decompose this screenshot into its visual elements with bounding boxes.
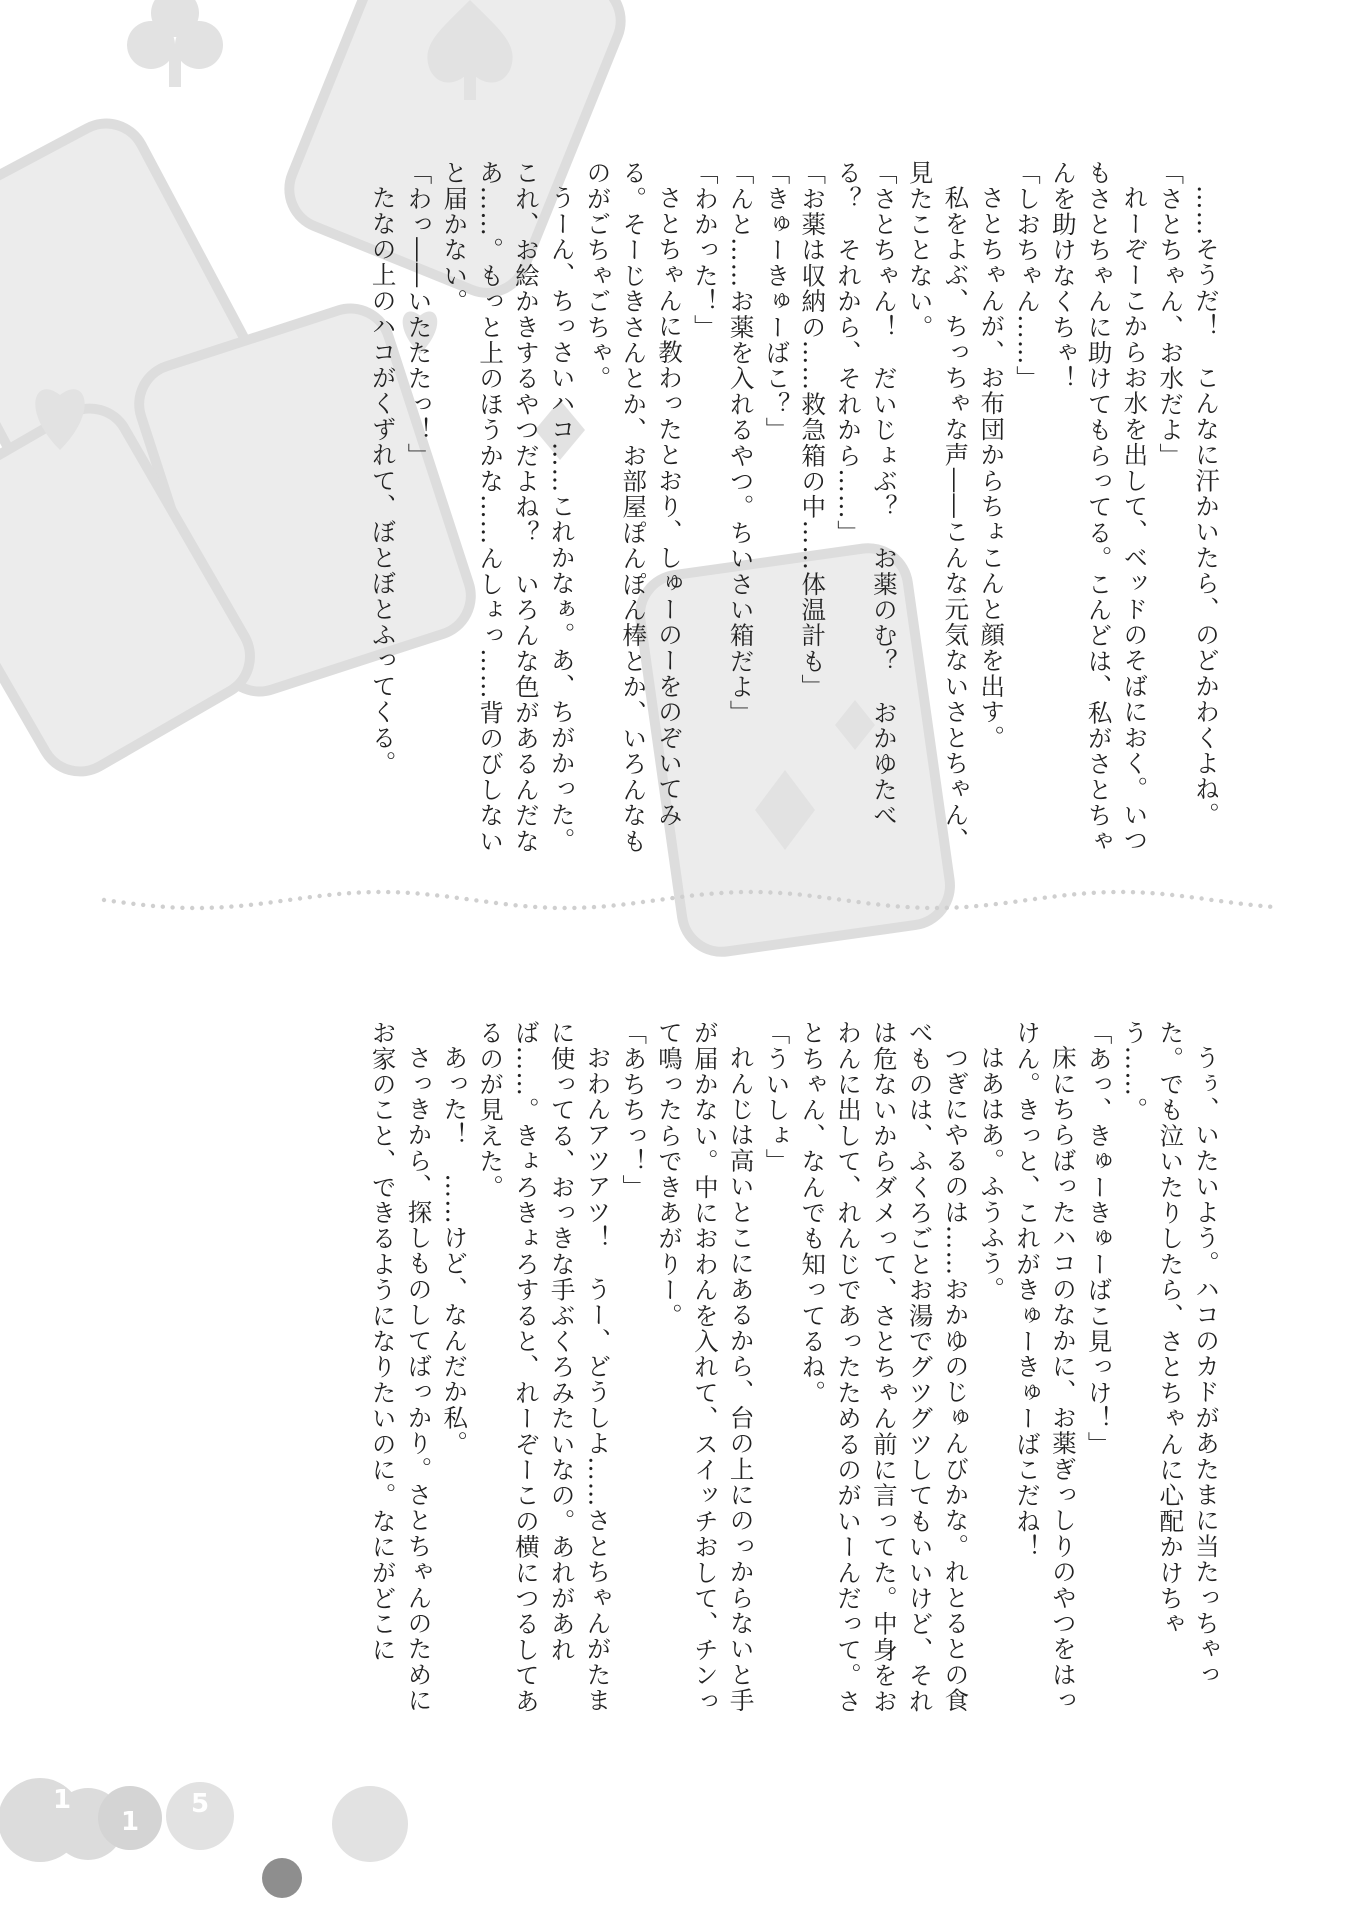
divider-dot: [396, 890, 400, 894]
divider-dot: [1013, 900, 1017, 904]
divider-dot: [896, 904, 900, 908]
divider-dot: [229, 904, 233, 908]
divider-dot: [121, 900, 125, 904]
divider-dot: [592, 905, 596, 909]
divider-dot: [709, 892, 713, 896]
club-icon: [127, 0, 223, 87]
divider-dot: [366, 890, 370, 894]
paragraph: れんじは高いとこにあるから、台の上にのっからないと手が届かない。中におわんを入れて、スイッチおして、チンって鳴ったらできあがりー。: [655, 1020, 756, 1714]
divider-dot: [572, 906, 576, 910]
divider-dot: [494, 901, 498, 905]
divider-dot: [925, 906, 929, 910]
paragraph: たなの上のハコがくずれて、ぼとぼとふってくる。: [368, 184, 398, 776]
divider-dot: [1268, 905, 1272, 909]
page-bubble: [262, 1858, 302, 1898]
divider-dot: [994, 902, 998, 906]
divider-dot: [670, 896, 674, 900]
paragraph: ……そうだ！ こんなに汗かいたら、のどかわくよね。: [1192, 184, 1221, 827]
paragraph: 床にちらばったハコのなかに、お薬ぎっしりのやつをはっけん。きっと、これがきゅーきゅーばこだね！: [1013, 1020, 1078, 1713]
divider-dot: [386, 890, 390, 894]
divider-dot: [484, 900, 488, 904]
divider-dot: [543, 905, 547, 909]
paragraph: さとちゃんに教わったとおり、しゅーのーをのぞいてみる。そーじきさんとか、お部屋ぽんぽん棒とか、いろんなものがごちゃごちゃ。: [583, 160, 685, 854]
divider-dot: [837, 897, 841, 901]
divider-dot: [1141, 890, 1145, 894]
divider-dot: [817, 895, 821, 899]
divider-dot: [190, 906, 194, 910]
divider-dot: [1052, 894, 1056, 898]
divider-dot: [680, 895, 684, 899]
divider-dot: [1062, 893, 1066, 897]
divider-dot: [180, 906, 184, 910]
divider-dot: [445, 894, 449, 898]
divider-dot: [798, 892, 802, 896]
dialogue-line: 「んと……お薬を入れるやつ。ちいさい箱だよ」: [726, 160, 756, 726]
divider-dot: [1003, 901, 1007, 905]
divider-dot: [876, 902, 880, 906]
dialogue-line: 「お薬は収納の……救急箱の中……体温計も」: [798, 160, 828, 700]
divider-dot: [602, 904, 606, 908]
divider-dot: [856, 900, 860, 904]
divider-dot: [523, 904, 527, 908]
paragraph: さっきから、探しものしてばっかり。さとちゃんのためにお家のこと、できるようになりたいのに。なにがどこに: [368, 1020, 434, 1713]
divider-dot: [807, 894, 811, 898]
paragraph: はあはあ。ふうふう。: [977, 1044, 1007, 1302]
divider-dot: [886, 903, 890, 907]
divider-dot: [935, 906, 939, 910]
divider-dot: [729, 890, 733, 894]
dialogue-line: 「あっ、きゅーきゅーばこ見っけ！」: [1084, 1020, 1114, 1457]
divider-dot: [259, 902, 263, 906]
divider-dot: [1219, 899, 1223, 903]
divider-dot: [131, 902, 135, 906]
divider-dot: [239, 904, 243, 908]
divider-dot: [827, 896, 831, 900]
paragraph: 私をよぶ、ちっちゃな声――こんな元気ないさとちゃん、見たことない。: [905, 160, 971, 853]
divider-dot: [455, 896, 459, 900]
paragraph: うーん、ちっさいハコ……これかなぁ。あ、ちがかった。これ、お絵かきするやつだよね？ いろんな色があるんだなあ……。もっと上のほうかな……んしょっ……背のびしないと届かない。: [440, 160, 577, 854]
divider-dot: [102, 898, 106, 902]
divider-dot: [641, 900, 645, 904]
divider-dot: [161, 905, 165, 909]
paragraph: あった！ ……けど、なんだか私。: [440, 1044, 470, 1456]
divider-dot: [513, 903, 517, 907]
divider-dot: [1092, 891, 1096, 895]
divider-dot: [1229, 900, 1233, 904]
divider-dot: [141, 903, 145, 907]
divider-dot: [1190, 895, 1194, 899]
divider-dot: [268, 900, 272, 904]
divider-dot: [200, 906, 204, 910]
paragraph: おわんアツアツ！ うー、どうしよ……さとちゃんがたまに使ってる、おっきな手ぶくろみたいなの。あれがあれば……。きょろきょろすると、れーぞーこの横につるしてあるのが見えた。: [476, 1020, 613, 1714]
divider-dot: [562, 906, 566, 910]
divider-dot: [298, 896, 302, 900]
divider-dot: [1199, 896, 1203, 900]
divider-dot: [337, 892, 341, 896]
divider-dot: [151, 904, 155, 908]
divider-dot: [984, 903, 988, 907]
divider-dot: [406, 891, 410, 895]
divider-dot: [690, 893, 694, 897]
divider-dot: [533, 905, 537, 909]
divider-dot: [464, 897, 468, 901]
divider-dot: [905, 905, 909, 909]
divider-dot: [415, 891, 419, 895]
story-text-upper: [365, 160, 1224, 860]
divider-dot: [1150, 891, 1154, 895]
divider-dot: [219, 905, 223, 909]
dialogue-line: 「しおちゃん……」: [1013, 160, 1043, 392]
divider-dot: [1082, 891, 1086, 895]
divider-dot: [1258, 904, 1262, 908]
dotted-divider: [98, 880, 1288, 920]
divider-dot: [1180, 894, 1184, 898]
divider-dot: [1072, 892, 1076, 896]
paragraph: れーぞーこからお水を出して、ベッドのそばにおく。いつもさとちゃんに助けてもらってる。こんどは、私がさとちゃんを助けなくちゃ！: [1048, 160, 1150, 854]
dialogue-line: 「ういしょ」: [762, 1020, 792, 1175]
divider-dot: [1239, 902, 1243, 906]
divider-dot: [758, 890, 762, 894]
divider-dot: [1121, 890, 1125, 894]
page-number: [0, 1760, 420, 1920]
divider-dot: [582, 905, 586, 909]
divider-dot: [170, 905, 174, 909]
divider-dot: [660, 897, 664, 901]
divider-dot: [327, 893, 331, 897]
divider-dot: [1043, 896, 1047, 900]
divider-dot: [112, 899, 116, 903]
paragraph: つぎにやるのは……おかゆのじゅんびかな。れとるとの食べものは、ふくろごとお湯でグツグツしてもいいけど、それは危ないからダメって、さとちゃん前に言ってた。中身をおわんに出して、れんじであったためるのがいーんだって。さとちゃん、なんでも知ってるね。: [798, 1020, 971, 1714]
dialogue-line: 「さとちゃん！ だいじょぶ？ お薬のむ？ おかゆたべる？ それから、それから……」: [834, 160, 899, 829]
dialogue-line: 「あちちっ！」: [619, 1020, 649, 1200]
divider-dot: [376, 890, 380, 894]
dialogue-line: 「きゅーきゅーばこ？」: [762, 160, 792, 443]
divider-dot: [1023, 898, 1027, 902]
divider-dot: [1033, 897, 1037, 901]
divider-dot: [1111, 890, 1115, 894]
divider-dot: [964, 905, 968, 909]
story-text-lower: [365, 1020, 1224, 1720]
divider-dot: [974, 904, 978, 908]
divider-dot: [945, 906, 949, 910]
divider-dot: [1131, 890, 1135, 894]
divider-dot: [435, 893, 439, 897]
divider-dot: [621, 902, 625, 906]
divider-dot: [210, 906, 214, 910]
page-number-digit: 1: [120, 1807, 140, 1837]
divider-dot: [357, 890, 361, 894]
divider-dot: [915, 905, 919, 909]
divider-dot: [1101, 890, 1105, 894]
divider-dot: [1209, 898, 1213, 902]
divider-dot: [778, 891, 782, 895]
page-bubble: [332, 1786, 408, 1862]
dialogue-line: 「わかった！」: [690, 160, 720, 340]
divider-dot: [719, 891, 723, 895]
divider-dot: [651, 899, 655, 903]
page-number-digit: 5: [190, 1789, 210, 1819]
divider-dot: [278, 899, 282, 903]
divider-dot: [474, 898, 478, 902]
divider-dot: [347, 891, 351, 895]
dialogue-line: 「わっ――いたたたっ！」: [404, 160, 434, 469]
divider-dot: [249, 903, 253, 907]
divider-dot: [866, 901, 870, 905]
divider-dot: [288, 898, 292, 902]
divider-dot: [504, 902, 508, 906]
divider-dot: [553, 906, 557, 910]
divider-dot: [954, 905, 958, 909]
paragraph: うぅ、いたいよう。ハコのカドがあたまに当たっちゃった。でも泣いたりしたら、さとちゃんに心配かけちゃう……。: [1120, 1020, 1221, 1687]
divider-dot: [1248, 903, 1252, 907]
divider-dot: [768, 890, 772, 894]
page-number-digit: 1: [52, 1785, 72, 1815]
divider-dot: [611, 903, 615, 907]
divider-dot: [788, 892, 792, 896]
divider-dot: [1160, 892, 1164, 896]
divider-dot: [1170, 893, 1174, 897]
divider-dot: [317, 894, 321, 898]
dialogue-line: 「さとちゃん、お水だよ」: [1156, 160, 1186, 469]
divider-dot: [425, 892, 429, 896]
divider-dot: [631, 901, 635, 905]
divider-dot: [308, 895, 312, 899]
paragraph: さとちゃんが、お布団からちょこんと顔を出す。: [977, 184, 1007, 750]
divider-dot: [749, 890, 753, 894]
divider-dot: [739, 890, 743, 894]
divider-dot: [847, 899, 851, 903]
divider-dot: [700, 892, 704, 896]
